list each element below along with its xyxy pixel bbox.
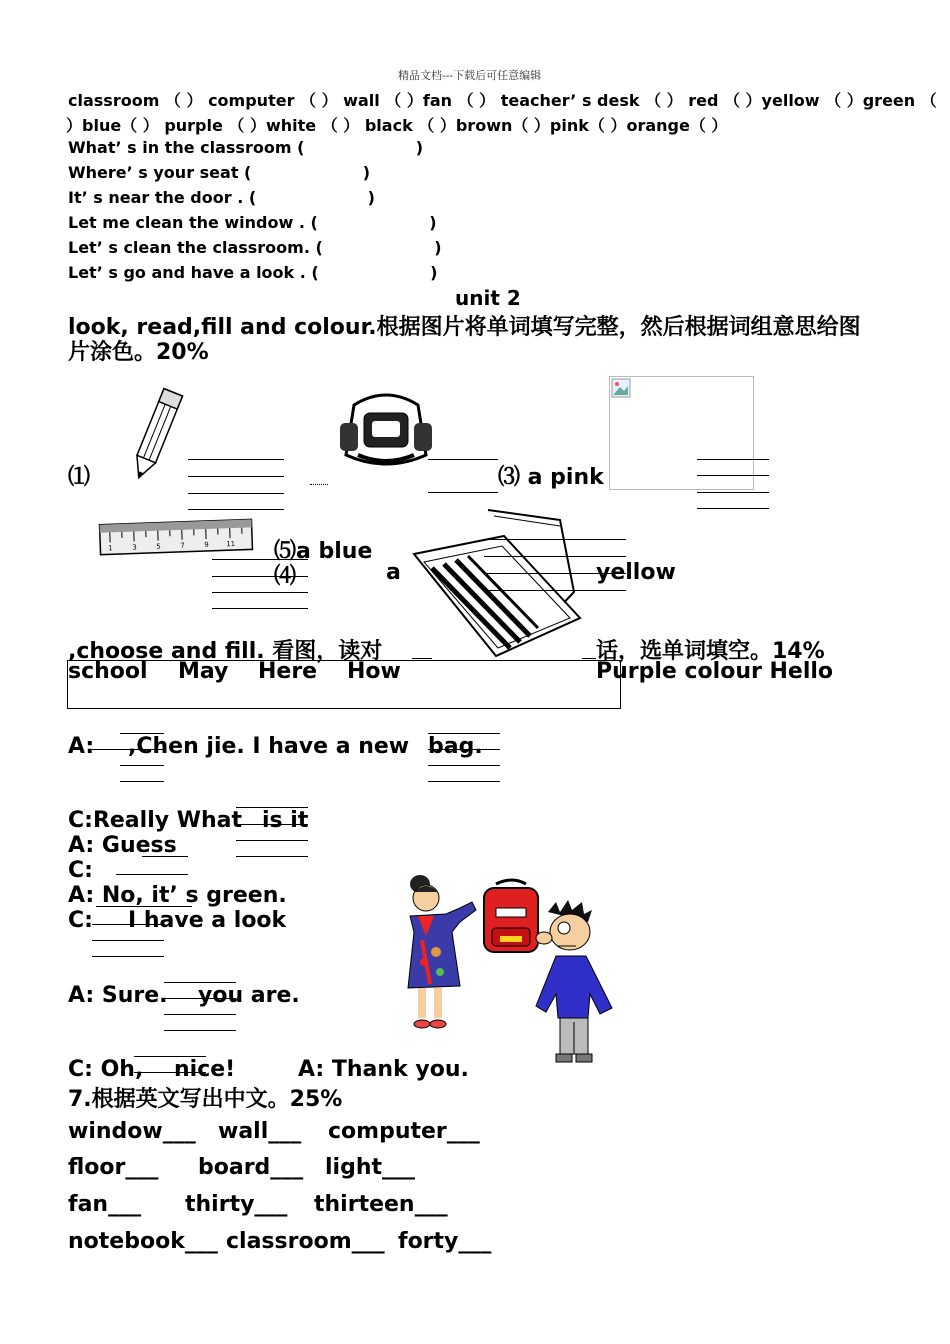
- blank-line[interactable]: [92, 924, 164, 925]
- translate-item: thirteen___: [314, 1192, 448, 1217]
- blank-line[interactable]: [212, 592, 308, 593]
- blank-line[interactable]: [697, 508, 769, 509]
- item-1-label: ⑴: [68, 465, 91, 490]
- broken-image-icon: [611, 378, 631, 398]
- blank-line: [412, 658, 432, 659]
- dialogue-c4-text: nice!: [174, 1057, 236, 1082]
- unit-title: unit 2: [455, 286, 521, 310]
- vocab-line-2: ）blue（ ） purple （ ）white （ ） black （ ）brown（ ）pink（ ）orange（ ）: [66, 116, 728, 135]
- svg-text:5: 5: [156, 542, 161, 551]
- boy-figure: [536, 900, 612, 1062]
- blank-line[interactable]: [142, 856, 188, 857]
- pencil-icon: [122, 385, 190, 485]
- sentence-2: Where’ s your seat ( ): [68, 163, 371, 182]
- translate-item: wall___: [218, 1119, 302, 1144]
- blank-line[interactable]: [164, 1030, 236, 1031]
- blank-line[interactable]: [212, 576, 308, 577]
- blank-line: [310, 484, 328, 485]
- blank-line[interactable]: [212, 608, 308, 609]
- schoolbag-icon: [338, 385, 434, 475]
- blank-line[interactable]: [212, 559, 308, 560]
- dialogue-a1-text: ,Chen jie. I have a new: [128, 734, 410, 759]
- blank-line[interactable]: [120, 733, 164, 734]
- word-bank-box: [67, 660, 621, 709]
- dialogue-c1-end: is it: [262, 808, 309, 833]
- translate-item: floor___: [68, 1155, 159, 1180]
- dialogue-c3-speaker: C:: [68, 908, 93, 933]
- blank-line[interactable]: [236, 856, 308, 857]
- blank-line[interactable]: [236, 807, 308, 808]
- blank-line: [582, 658, 596, 659]
- section1-title-line2: 片涂色。20%: [68, 340, 209, 365]
- dialogue-c4-speaker: C: Oh,: [68, 1057, 144, 1082]
- blank-line[interactable]: [697, 459, 769, 460]
- svg-text:1: 1: [108, 544, 113, 553]
- dialogue-a4-speaker: A: Sure.: [68, 983, 168, 1008]
- blank-line[interactable]: [484, 556, 626, 557]
- word-bank-right: Purple colour Hello: [596, 659, 834, 684]
- section2-title-left: ,choose and fill. 看图，读对: [68, 639, 383, 664]
- word-bank-item: May: [178, 659, 229, 684]
- sentence-6: Let’ s go and have a look . ( ): [68, 263, 438, 282]
- blank-line[interactable]: [428, 459, 498, 460]
- svg-text:7: 7: [180, 541, 185, 550]
- blank-line[interactable]: [484, 539, 626, 540]
- blank-line[interactable]: [92, 956, 164, 957]
- blank-line[interactable]: [120, 765, 164, 766]
- blank-line[interactable]: [120, 781, 164, 782]
- svg-text:11: 11: [226, 539, 236, 549]
- dialogue-a5: A: Thank you.: [298, 1057, 469, 1082]
- blank-line[interactable]: [428, 749, 500, 750]
- translate-item: forty___: [398, 1229, 492, 1254]
- blank-line[interactable]: [188, 476, 284, 477]
- section3-title: 7.根据英文写出中文。25%: [68, 1087, 343, 1112]
- blank-line[interactable]: [134, 1072, 206, 1073]
- item-3-label: ⑶ a pink: [498, 465, 604, 490]
- word-bank-item: How: [347, 659, 401, 684]
- word-a: a: [386, 560, 401, 585]
- dialogue-a3: A: No, it’ s green.: [68, 883, 287, 908]
- blank-line[interactable]: [428, 765, 500, 766]
- blank-line[interactable]: [116, 874, 188, 875]
- dialogue-illustration: [400, 866, 620, 1076]
- translate-item: thirty___: [185, 1192, 288, 1217]
- word-bank-item: school: [68, 659, 148, 684]
- blank-line[interactable]: [188, 493, 284, 494]
- svg-text:3: 3: [132, 543, 137, 552]
- section2-title-right: 话，选单词填空。14%: [596, 639, 825, 664]
- blank-line[interactable]: [92, 940, 164, 941]
- translate-item: light___: [325, 1155, 416, 1180]
- word-yellow: yellow: [596, 560, 676, 585]
- blank-line[interactable]: [164, 982, 236, 983]
- dialogue-c2: C:: [68, 858, 93, 883]
- sentence-4: Let me clean the window . ( ): [68, 213, 437, 232]
- ruler-icon: [98, 516, 256, 558]
- translate-item: board___: [198, 1155, 304, 1180]
- item-5-label: ⑸a blue: [274, 539, 373, 564]
- blank-line[interactable]: [188, 459, 284, 460]
- translate-item: fan___: [68, 1192, 142, 1217]
- dialogue-c3-text: I have a look: [128, 908, 287, 933]
- sentence-3: It’ s near the door . ( ): [68, 188, 375, 207]
- blank-line[interactable]: [236, 824, 308, 825]
- girl-figure: [408, 875, 476, 1028]
- sentence-1: What’ s in the classroom ( ): [68, 138, 424, 157]
- blank-line[interactable]: [697, 492, 769, 493]
- blank-line[interactable]: [134, 1056, 206, 1057]
- blank-line[interactable]: [164, 998, 236, 999]
- translate-item: computer___: [328, 1119, 480, 1144]
- vocab-line-1: classroom （ ） computer （ ） wall （ ）fan （ ） teacher’ s desk （ ） red （ ）yellow （ ）green （: [68, 91, 937, 110]
- translate-item: notebook___: [68, 1229, 218, 1254]
- blank-line[interactable]: [428, 781, 500, 782]
- blank-line[interactable]: [428, 492, 498, 493]
- pencil-case-icon: [410, 506, 590, 662]
- svg-text:9: 9: [204, 540, 209, 550]
- item-4-label: ⑷: [274, 564, 297, 589]
- dialogue-a2: A: Guess: [68, 833, 177, 858]
- blank-line[interactable]: [96, 906, 192, 907]
- blank-line[interactable]: [697, 475, 769, 476]
- dialogue-a1-speaker: A:: [68, 734, 95, 759]
- blank-line[interactable]: [428, 733, 500, 734]
- section1-title-line1: look, read,fill and colour.根据图片将单词填写完整，然后根据词组意思给图: [68, 315, 861, 340]
- blank-line[interactable]: [484, 573, 626, 574]
- blank-line[interactable]: [484, 590, 626, 591]
- sentence-5: Let’ s clean the classroom. ( ): [68, 238, 442, 257]
- blank-line[interactable]: [236, 840, 308, 841]
- word-bank-item: Here: [258, 659, 318, 684]
- red-bag-icon: [484, 880, 538, 952]
- doc-header: 精品文档---下载后可任意编辑: [398, 69, 542, 82]
- broken-image-placeholder: [609, 376, 754, 490]
- dialogue-a4-text: you are.: [198, 983, 300, 1008]
- dialogue-c1: C:Really What: [68, 808, 243, 833]
- blank-line[interactable]: [164, 1014, 236, 1015]
- blank-line[interactable]: [188, 509, 284, 510]
- dialogue-a1-end: bag.: [428, 734, 483, 759]
- translate-item: classroom___: [226, 1229, 385, 1254]
- translate-item: window___: [68, 1119, 196, 1144]
- blank-line[interactable]: [92, 749, 164, 750]
